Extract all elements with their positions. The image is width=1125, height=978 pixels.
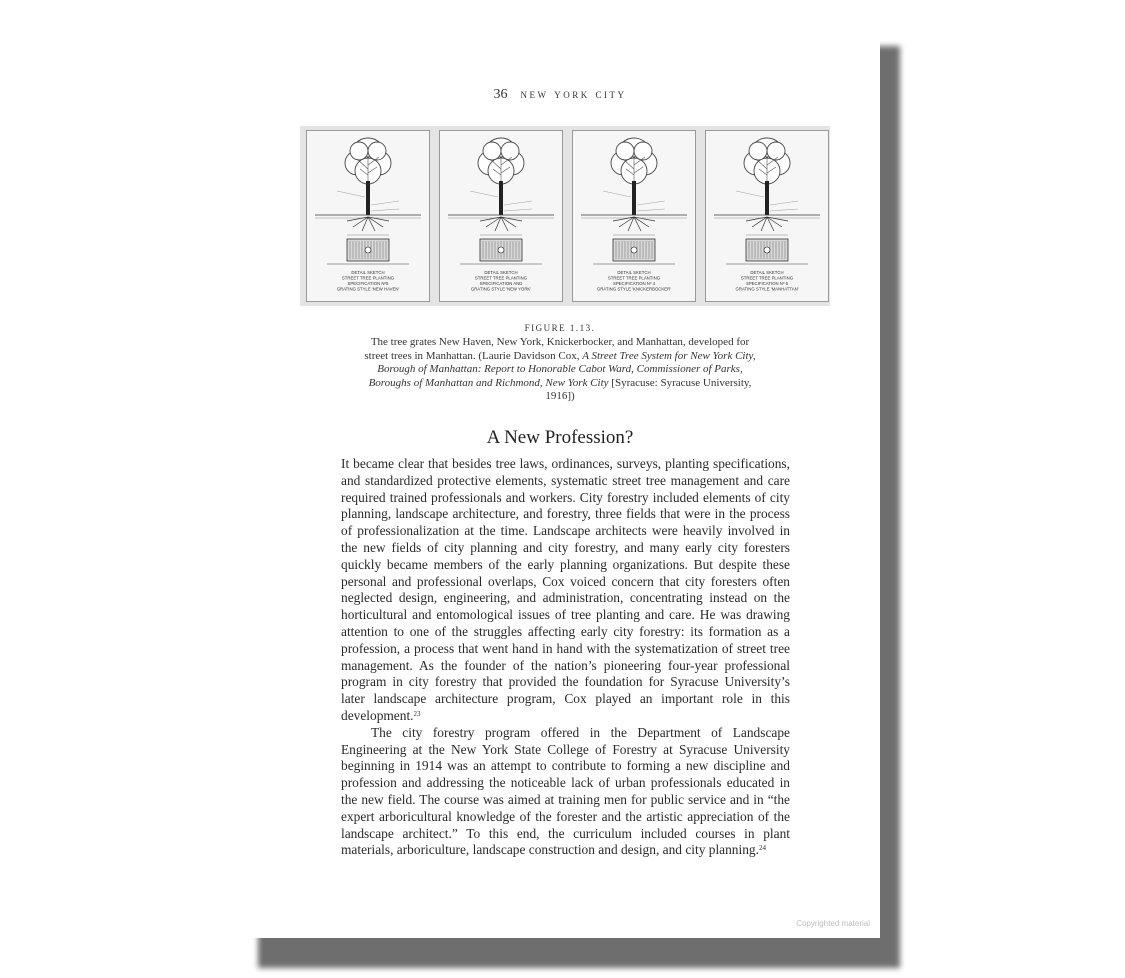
svg-text:GRATING STYLE 'MANHATTAN': GRATING STYLE 'MANHATTAN' (735, 286, 799, 292)
footnote-ref: 24 (758, 844, 766, 853)
svg-text:GRATING STYLE 'NEW YORK': GRATING STYLE 'NEW YORK' (470, 286, 532, 292)
svg-text:SPECIFICATION Nº 6: SPECIFICATION Nº 6 (745, 281, 789, 286)
svg-text:DETAIL SKETCH: DETAIL SKETCH (351, 270, 385, 275)
paragraph (341, 725, 790, 859)
figure-caption (360, 322, 760, 403)
svg-text:DETAIL SKETCH: DETAIL SKETCH (617, 270, 651, 275)
tree-grate-sketch (573, 131, 695, 301)
paragraph-text: The city forestry program offered in the Department of Landscape Engineering at the New York State College of Forestry at Syracuse University beginning in 1914 was an attempt to contribute to forming a new discipline and profession and addressing the noticeable lack of urban professionals educated in the new field. The course was aimed at training men for public service and in “the expert arboricultural knowledge of the forester and the artistic appreciation of the landscape architect.” To this end, the curriculum included courses in plant materials, arboriculture, landscape construction and design, and city planning. (341, 724, 790, 858)
svg-text:SPECIFICATION AND: SPECIFICATION AND (479, 281, 523, 286)
svg-text:SPECIFICATION Nº 4: SPECIFICATION Nº 4 (612, 281, 656, 286)
svg-text:STREET TREE PLANTING: STREET TREE PLANTING (740, 275, 794, 281)
section-heading: A New Profession? (486, 427, 634, 448)
tree-grate-sketch (440, 131, 562, 301)
tree-grate-figure (300, 126, 830, 306)
tree-grate-sketch (706, 131, 828, 301)
running-title: new york city (520, 86, 627, 101)
svg-text:DETAIL SKETCH: DETAIL SKETCH (484, 270, 518, 275)
book-page (240, 20, 880, 938)
figure-panel-manhattan (705, 130, 829, 302)
caption-title: A Street Tree System for New York City, Borough of Manhattan: Report to Honorable Cabot Ward, Commissioner of Parks, Boroughs of Manhattan and Richmond, New York City (368, 349, 756, 389)
figure-label: FIGURE 1.13. (524, 323, 596, 333)
paragraph (341, 456, 790, 725)
svg-text:STREET TREE PLANTING: STREET TREE PLANTING (474, 275, 528, 281)
svg-text:STREET TREE PLANTING: STREET TREE PLANTING (341, 275, 395, 281)
svg-text:GRATING STYLE 'KNICKERBOCKER': GRATING STYLE 'KNICKERBOCKER' (596, 286, 672, 292)
figure-panel-new-haven (306, 130, 430, 302)
tree-grate-sketch (307, 131, 429, 301)
svg-text:STREET TREE PLANTING: STREET TREE PLANTING (607, 275, 661, 281)
page-number: 36 (493, 87, 508, 102)
figure-panel-knickerbocker (572, 130, 696, 302)
body-text (341, 456, 790, 859)
caption-intro: The tree grates New Haven, New York, Knickerbocker, and Manhattan, developed for street trees in Manhattan. (Laurie Davidson Cox, (364, 336, 750, 362)
svg-text:GRATING STYLE 'NEW HAVEN': GRATING STYLE 'NEW HAVEN' (336, 286, 400, 292)
copyright-watermark: Copyrighted material (796, 919, 870, 928)
figure-panel-new-york (439, 130, 563, 302)
svg-text:DETAIL SKETCH: DETAIL SKETCH (750, 270, 784, 275)
footnote-ref: 23 (413, 709, 421, 718)
svg-text:SPECIFICATION Nº5: SPECIFICATION Nº5 (347, 281, 389, 286)
running-head (240, 86, 880, 103)
paragraph-text: It became clear that besides tree laws, ordinances, surveys, planting specifications, and standardized protective elements, systematic street tree management and care required trained professionals and workers. City forestry included elements of city planning, landscape architecture, and forestry, three fields that were in the process of professionalization at the time. Landscape architects were heavily involved in the new fields of city planning and city forestry, and many early city foresters quickly became members of the early planning organizations. But despite these personal and professional overlaps, Cox voiced concern that city foresters often neglected design, engineering, and administration, concentrating instead on the horticultural and entomological issues of tree planting and care. He was drawing attention to one of the struggles affecting early city forestry: its formation as a profession, a process that went hand in hand with the systematization of street tree management. As the founder of the nation’s pioneering four-year professional program in city forestry that provided the foundation for Syracuse University’s later landscape architecture program, Cox played an important role in this development. (341, 456, 790, 723)
caption-end: [Syracuse: Syracuse University, 1916]) (545, 376, 752, 403)
